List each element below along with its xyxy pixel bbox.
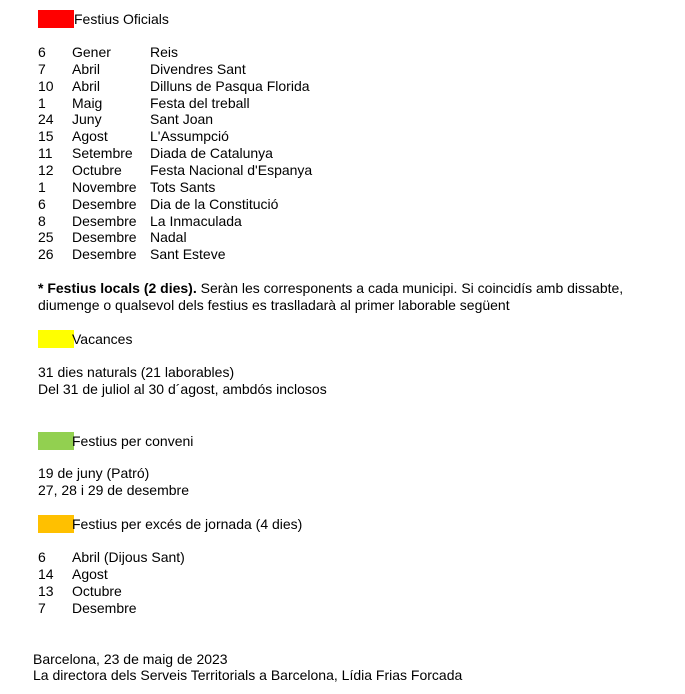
holiday-month: Agost xyxy=(72,128,108,145)
holiday-name: Dia de la Constitució xyxy=(150,195,279,212)
section-title-exces: Festius per excés de jornada (4 dies) xyxy=(72,516,303,532)
section-title-conveni: Festius per conveni xyxy=(72,433,194,449)
holiday-name: Reis xyxy=(150,44,179,60)
holiday-day: 14 xyxy=(38,565,54,582)
holiday-day: 24 xyxy=(38,111,54,128)
holiday-month: Desembre xyxy=(72,599,137,616)
holiday-day: 6 xyxy=(38,195,46,212)
holiday-day: 8 xyxy=(38,212,46,229)
holiday-name: Nadal xyxy=(150,229,187,246)
section-title-official: Festius Oficials xyxy=(74,11,169,27)
conveni-line2: 27, 28 i 29 de desembre xyxy=(38,482,189,498)
holiday-day: 1 xyxy=(38,94,46,111)
holiday-month: Novembre xyxy=(72,178,137,195)
holiday-day: 12 xyxy=(38,161,54,178)
holiday-name: Festa del treball xyxy=(150,94,250,111)
vacances-line1: 31 dies naturals (21 laborables) xyxy=(38,364,235,380)
legend-swatch-orange xyxy=(38,515,74,533)
holiday-month: Abril xyxy=(72,77,101,94)
holiday-name: Festa Nacional d'Espanya xyxy=(150,161,313,178)
vacances-line2: Del 31 de juliol al 30 d´agost, ambdós inclosos xyxy=(38,381,327,397)
holiday-month: Desembre xyxy=(72,212,137,229)
holiday-month: Desembre xyxy=(72,246,137,263)
holiday-day: 13 xyxy=(38,582,54,599)
footer-signature: La directora dels Serveis Territorials a Barcelona, Lídia Frias Forcada xyxy=(33,667,463,683)
local-note-text: Seràn les corresponents a cada municipi. Si coincidís amb dissabte, xyxy=(196,280,624,296)
holiday-month: Juny xyxy=(72,111,102,128)
holiday-name: La Inmaculada xyxy=(150,212,242,229)
holiday-day: 11 xyxy=(38,145,53,162)
holiday-name: Diada de Catalunya xyxy=(150,145,273,162)
local-note-bold: * Festius locals (2 dies). xyxy=(38,280,197,296)
holiday-month: Gener xyxy=(72,44,111,60)
holiday-month: Maig xyxy=(72,94,103,111)
local-holidays-note xyxy=(38,280,623,297)
holiday-month: Desembre xyxy=(72,195,137,212)
holiday-day: 15 xyxy=(38,128,54,145)
holiday-name: Sant Joan xyxy=(150,111,214,128)
holiday-month: Setembre xyxy=(72,145,133,162)
holiday-day: 7 xyxy=(38,60,46,77)
holiday-name: L'Assumpció xyxy=(150,128,229,145)
holiday-month: Desembre xyxy=(72,229,137,246)
legend-swatch-yellow xyxy=(38,330,74,348)
legend-swatch-green xyxy=(38,432,74,450)
holiday-day: 7 xyxy=(38,599,46,616)
holiday-name: Sant Esteve xyxy=(150,246,226,263)
holiday-month: Agost xyxy=(72,565,108,582)
footer-place-date: Barcelona, 23 de maig de 2023 xyxy=(33,651,228,667)
holiday-name: Dilluns de Pasqua Florida xyxy=(150,77,310,94)
holiday-name: Tots Sants xyxy=(150,178,216,195)
legend-swatch-red xyxy=(38,10,74,28)
holiday-day: 26 xyxy=(38,246,54,263)
section-title-vacances: Vacances xyxy=(72,331,133,347)
holiday-month: Octubre xyxy=(72,161,122,178)
holiday-day: 25 xyxy=(38,229,54,246)
holiday-day: 6 xyxy=(38,44,46,60)
holiday-day: 10 xyxy=(38,77,54,94)
holiday-month: Octubre xyxy=(72,582,122,599)
holiday-name: Divendres Sant xyxy=(150,60,246,77)
holiday-month: Abril (Dijous Sant) xyxy=(72,549,185,565)
holiday-day: 6 xyxy=(38,549,46,565)
holiday-day: 1 xyxy=(38,178,46,195)
holiday-month: Abril xyxy=(72,60,101,77)
conveni-line1: 19 de juny (Patró) xyxy=(38,465,150,481)
local-note-line2: diumenge o qualsevol dels festius es traslladarà al primer laborable següent xyxy=(38,297,510,313)
